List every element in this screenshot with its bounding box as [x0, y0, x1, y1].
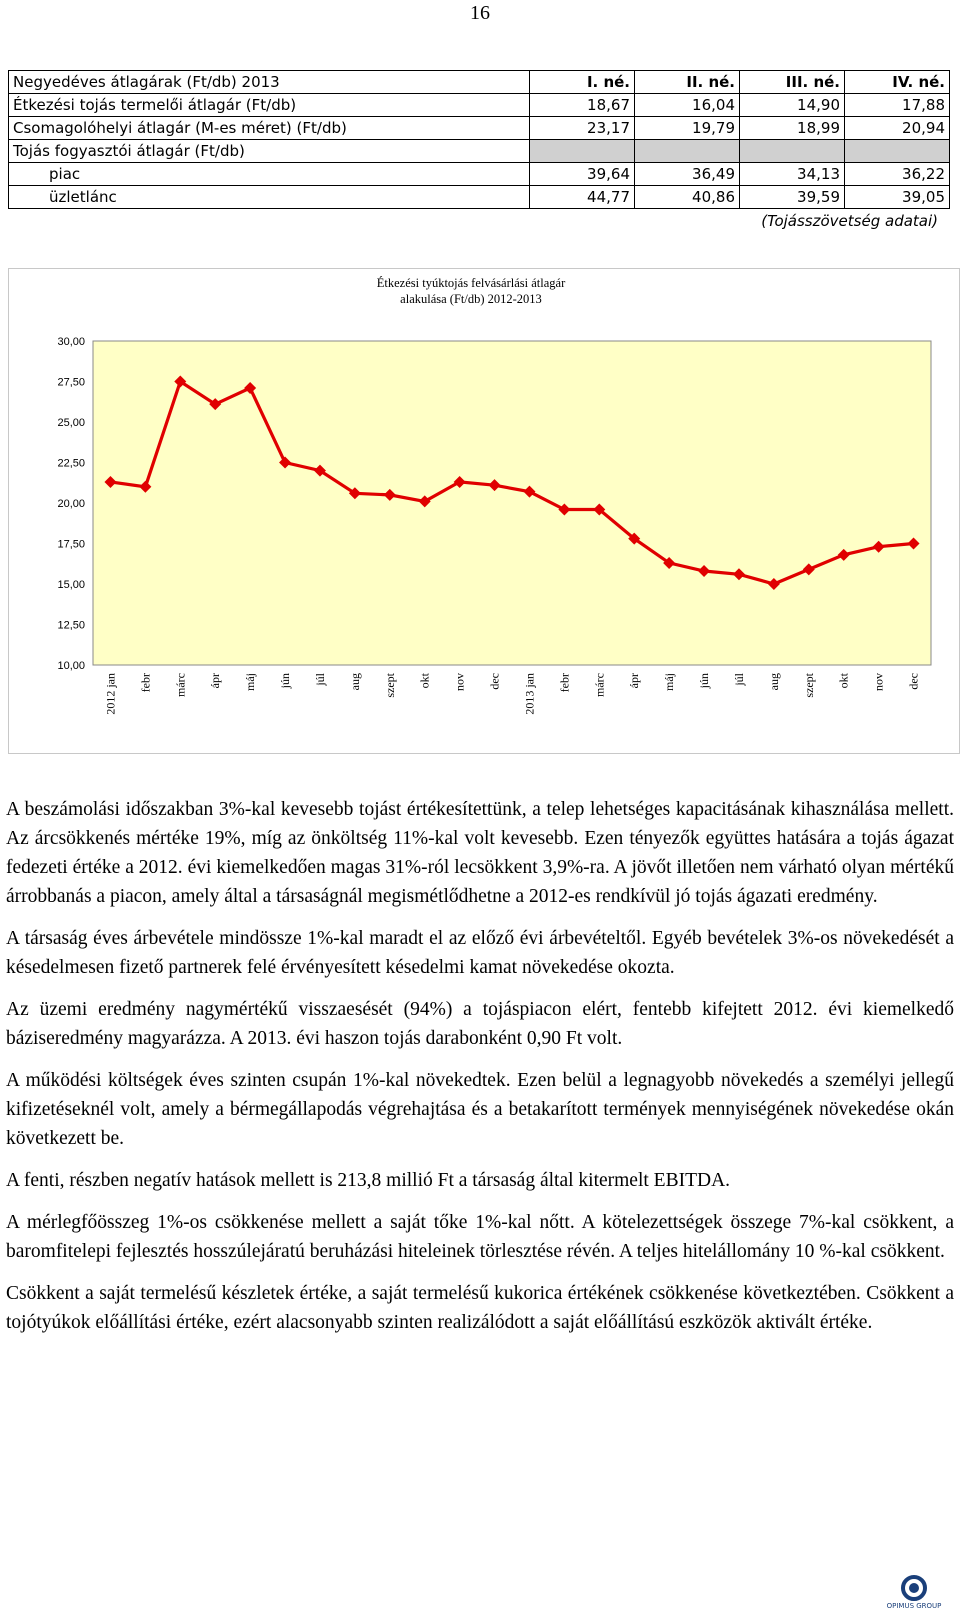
- table-header-row: [9, 71, 950, 94]
- cell: 39,64: [530, 163, 635, 186]
- y-tick-label: 10,00: [57, 660, 85, 672]
- x-tick-label: aug: [766, 673, 781, 691]
- row-label: Tojás fogyasztói átlagár (Ft/db): [9, 140, 530, 163]
- x-tick-label: márc: [173, 673, 188, 697]
- x-tick-label: okt: [417, 673, 432, 689]
- paragraph: A társaság éves árbevétele mindössze 1%-kal maradt el az előző évi árbevételtől. Egyéb bevételek 3%-os növekedését a késedelmesen fizető partnerek felé érvényesített késedelmi kamat növekedése okozta.: [6, 928, 954, 978]
- paragraph: A beszámolási időszakban 3%-kal kevesebb tojást értékesítettünk, a telep lehetséges kapacitásának kihasználása mellett. Az árcsökkenés mértéke 19%, míg az önköltség 11%-kal volt kevesebb. Ezen tényezők együttes hatására a tojás ágazat fedezeti értéke a 2012. évi kiemelkedően magas 31%-ról lecsökkent 3,9%-ra. A jövőt illetően nem várható olyan mértékű árrobbanás a piacon, amely által a társaságnál megismétlődhetne a 2012-es rendkívül jó tojás ágazati eredmény.: [6, 799, 954, 907]
- table-row: [9, 140, 950, 163]
- table-header-q2: II. né.: [635, 71, 740, 94]
- table-row: [9, 94, 950, 117]
- cell: 17,88: [845, 94, 950, 117]
- empty-cell: [845, 140, 950, 163]
- cell: 20,94: [845, 117, 950, 140]
- opimus-logo: [884, 1574, 944, 1614]
- cell: 18,67: [530, 94, 635, 117]
- x-tick-label: szept: [382, 673, 397, 698]
- x-tick-label: okt: [836, 673, 851, 689]
- y-tick-label: 30,00: [57, 336, 85, 348]
- empty-cell: [740, 140, 845, 163]
- empty-cell: [530, 140, 635, 163]
- row-label: üzletlánc: [9, 186, 530, 209]
- x-tick-label: máj: [662, 673, 677, 691]
- paragraph: A működési költségek éves szinten csupán 1%-kal növekedtek. Ezen belül a legnagyobb növekedés a személyi jellegű kifizetéseknél volt, amely a bérmegállapodás végrehajtása és a betakarított termények mennyiségének növekedése okán következett be.: [6, 1070, 954, 1149]
- cell: 23,17: [530, 117, 635, 140]
- cell: 44,77: [530, 186, 635, 209]
- x-tick-label: aug: [347, 673, 362, 691]
- cell: 36,49: [635, 163, 740, 186]
- quarterly-price-table: [8, 70, 950, 209]
- x-tick-label: febr: [557, 673, 572, 693]
- x-tick-label: dec: [906, 673, 921, 690]
- chart-title-line-1: Étkezési tyúktojás felvásárlási átlagár: [376, 276, 566, 290]
- x-tick-label: 2013 jan: [522, 673, 537, 715]
- table-row: [9, 117, 950, 140]
- x-tick-label: jún: [278, 673, 293, 689]
- x-tick-label: 2012 jan: [103, 673, 118, 715]
- x-tick-label: ápr: [627, 673, 642, 689]
- paragraph: Csökkent a saját termelésű készletek értéke, a saját termelésű kukorica értékének csökkenése következtében. Csökkent a tojótyúkok előállítási értéke, ezért alacsonyabb szinten realizálódott a saját előállítású eszközök aktivált értéke.: [6, 1283, 954, 1333]
- table-row: [9, 186, 950, 209]
- cell: 34,13: [740, 163, 845, 186]
- cell: 36,22: [845, 163, 950, 186]
- table-header-q1: I. né.: [530, 71, 635, 94]
- x-tick-label: jún: [697, 673, 712, 689]
- price-chart-svg: [9, 269, 959, 753]
- plot-area: [93, 341, 931, 665]
- cell: 16,04: [635, 94, 740, 117]
- x-tick-label: szept: [801, 673, 816, 698]
- x-tick-label: ápr: [208, 673, 223, 689]
- cell: 19,79: [635, 117, 740, 140]
- paragraph: A mérlegfőösszeg 1%-os csökkenése mellett a saját tőke 1%-kal nőtt. A kötelezettségek összege 7%-kal csökkent, a baromfitelepi fejlesztés hosszúlejáratú beruházási hiteleinek törlesztése révén. A teljes hitelállomány 10 %-kal csökkent.: [6, 1212, 954, 1262]
- cell: 39,59: [740, 186, 845, 209]
- page-number: 16: [470, 2, 490, 24]
- x-tick-label: márc: [592, 673, 607, 697]
- body-text: [6, 795, 954, 1350]
- cell: 18,99: [740, 117, 845, 140]
- y-tick-label: 15,00: [57, 579, 85, 591]
- x-tick-label: máj: [243, 673, 258, 691]
- price-chart: [8, 268, 960, 754]
- cell: 40,86: [635, 186, 740, 209]
- y-tick-label: 12,50: [57, 619, 85, 632]
- x-tick-label: júl: [731, 673, 746, 686]
- row-label: Csomagolóhelyi átlagár (M-es méret) (Ft/db): [9, 117, 530, 140]
- chart-title-line-2: alakulása (Ft/db) 2012-2013: [400, 292, 542, 306]
- cell: 39,05: [845, 186, 950, 209]
- logo-text: OPIMUS GROUP: [886, 1602, 942, 1610]
- y-tick-label: 22,50: [57, 457, 85, 470]
- table-header-label: Negyedéves átlagárak (Ft/db) 2013: [9, 71, 530, 94]
- table-source-note: (Tojásszövetség adatai): [761, 212, 938, 230]
- cell: 14,90: [740, 94, 845, 117]
- row-label: Étkezési tojás termelői átlagár (Ft/db): [9, 94, 530, 117]
- x-tick-label: dec: [487, 673, 502, 690]
- y-tick-label: 20,00: [57, 498, 85, 510]
- paragraph: Az üzemi eredmény nagymértékű visszaesését (94%) a tojáspiacon elért, fentebb kifejtett 2012. évi kiemelkedő báziseredmény magyarázza. A 2013. évi haszon tojás darabonként 0,90 Ft volt.: [6, 999, 954, 1049]
- y-tick-label: 17,50: [57, 538, 85, 551]
- table-row: [9, 163, 950, 186]
- x-tick-label: nov: [871, 673, 886, 691]
- y-tick-label: 25,00: [57, 417, 85, 429]
- x-tick-label: nov: [452, 673, 467, 691]
- x-tick-label: febr: [138, 673, 153, 693]
- empty-cell: [635, 140, 740, 163]
- paragraph: A fenti, részben negatív hatások mellett is 213,8 millió Ft a társaság által kitermelt EBITDA.: [6, 1170, 731, 1191]
- x-tick-label: júl: [312, 673, 327, 686]
- row-label: piac: [9, 163, 530, 186]
- opimus-logo-icon: [884, 1574, 944, 1614]
- table-header-q4: IV. né.: [845, 71, 950, 94]
- y-tick-label: 27,50: [57, 376, 85, 389]
- table-header-q3: III. né.: [740, 71, 845, 94]
